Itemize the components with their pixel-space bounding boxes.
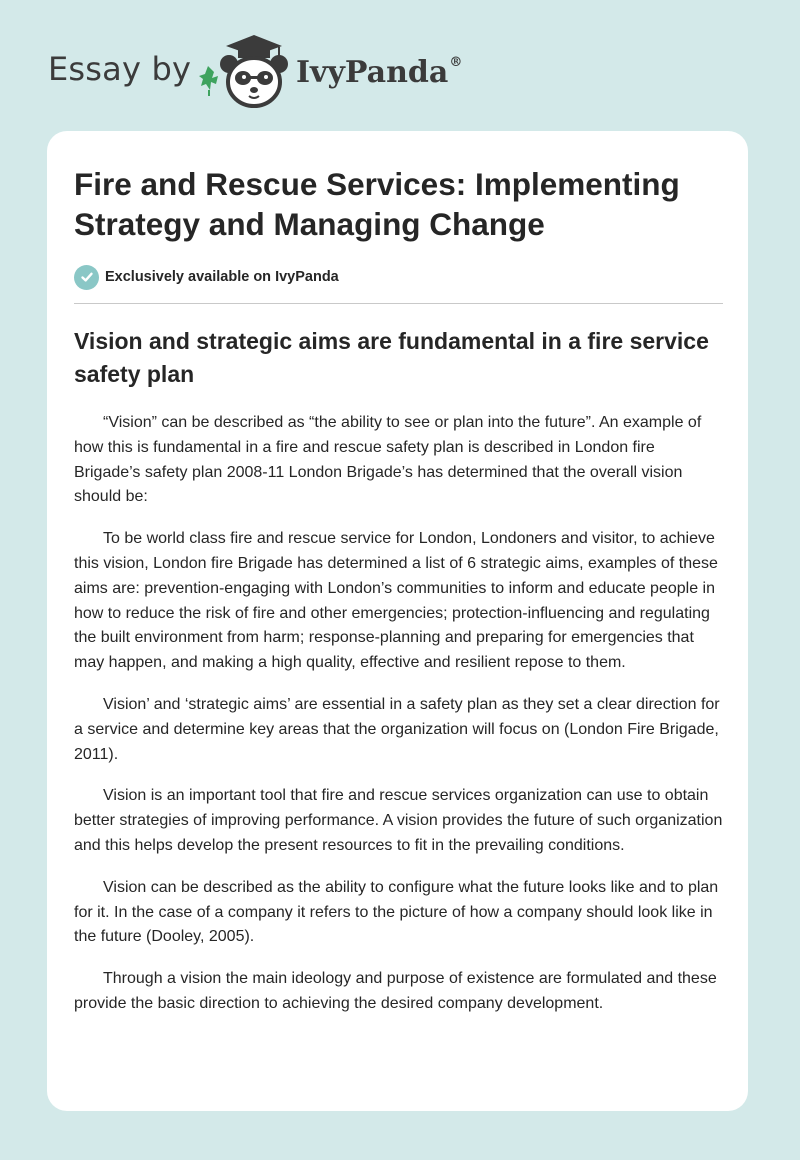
exclusive-badge [74,264,339,290]
paragraph: Vision is an important tool that fire and rescue services organization can use to obtain better strategies of improving performance. A vision provides the future of such organization and this helps develop the present resources to fit in the prevailing conditions. [74,787,723,854]
page-title: Fire and Rescue Services: Implementing Strategy and Managing Change [74,166,680,242]
paragraph: Vision’ and ‘strategic aims’ are essential in a safety plan as they set a clear direction for a service and determine key areas that the organization will focus on (London Fire Brigade, 2011). [74,695,720,763]
section-heading: Vision and strategic aims are fundamental in a fire service safety plan [74,328,709,387]
article-body [74,411,724,1034]
paragraph: To be world class fire and rescue service for London, Londoners and visitor, to achieve this vision, London fire Brigade has determined a list of 6 strategic aims, examples of these aims are: prevention-engaging with London’s communities to inform and educate people in how to reduce the risk of fire and other emergencies; protection-influencing and regulating the built environment from harm; response-planning and preparing for emergencies that may happen, and making a high quality, effective and resilient repose to them. [74,530,718,672]
paragraph: “Vision” can be described as “the ability to see or plan into the future”. An example of how this is fundamental in a fire and rescue safety plan is described in London fire Brigade’s safety plan 2008-11 London Brigade’s has determined that the overall vision should be: [74,414,702,506]
site-header [0,0,800,130]
badge-label: Exclusively available on IvyPanda [105,269,339,285]
divider [74,303,723,304]
check-icon [74,265,99,290]
brand-text: IvyPanda [296,55,449,90]
brand-name[interactable] [296,55,462,90]
paragraph: Through a vision the main ideology and purpose of existence are formulated and these provide the basic direction to achieving the desired company development. [74,970,717,1012]
ivy-leaf-icon [199,66,218,96]
panda-logo-icon[interactable] [198,32,298,110]
article-card [47,131,748,1111]
essay-by-label: Essay by [48,50,192,88]
paragraph: Vision can be described as the ability to configure what the future looks like and to plan for it. In the case of a company it refers to the picture of how a company should look like in the future (Dooley, 2005). [74,878,719,946]
registered-mark: ® [449,55,463,70]
